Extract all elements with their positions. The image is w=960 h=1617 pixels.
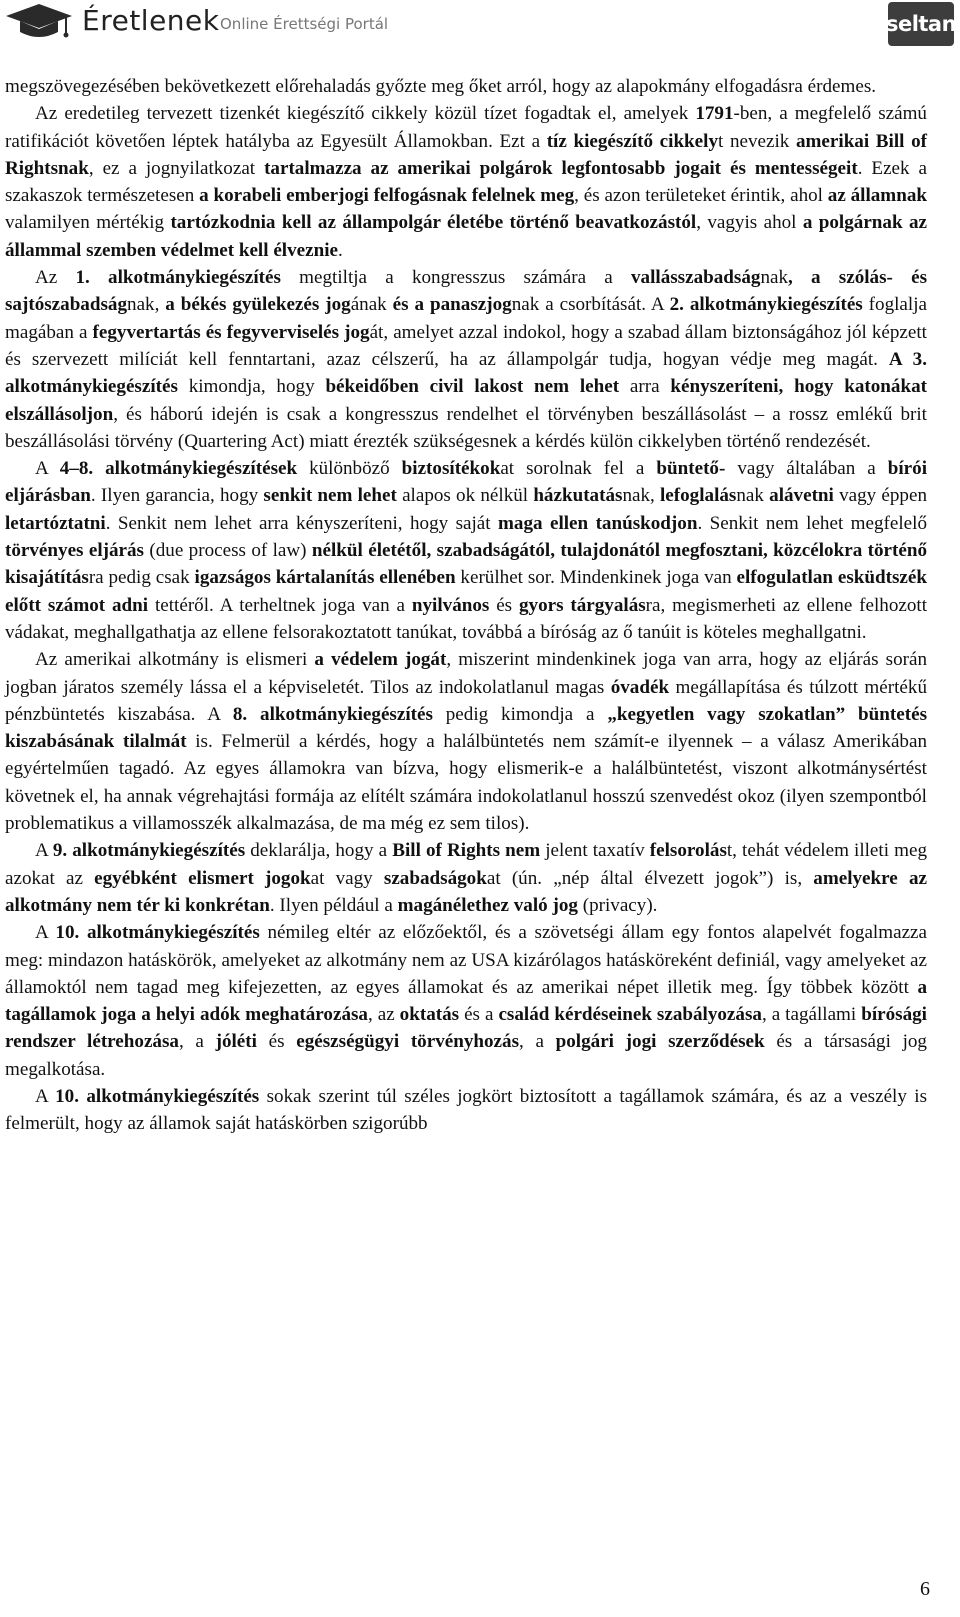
paragraph xyxy=(5,919,927,1083)
bold-text: a védelem jogát xyxy=(314,649,447,671)
site-logo-tagline: Online Érettségi Portál xyxy=(220,15,389,33)
text-run: , vagyis ahol xyxy=(696,212,803,234)
bold-text: fegyvertartás és fegyverviselés jog xyxy=(92,321,370,343)
text-run: ra, megismerheti az ellene felhozott vádakat, meghallgathatja az ellene felsorakoztatott tanúkat, továbbá a bíróság az ő tanúit is köteles meghallgatni. xyxy=(5,594,928,643)
text-run: at sorolnak fel a xyxy=(500,458,657,480)
bold-text: „kegyetlen vagy szokatlan” büntetés kiszabásának tilalmát xyxy=(5,703,927,753)
bold-text: a békés gyülekezés jog xyxy=(165,294,351,316)
bold-text: A 3. alkotmánykiegészítés xyxy=(5,348,927,398)
text-run: A xyxy=(35,1085,56,1107)
text-run: Az amerikai alkotmány is elismeri xyxy=(35,649,315,671)
text-run: nak, xyxy=(622,485,660,507)
text-run: Az xyxy=(35,267,76,289)
bold-text: alávetni xyxy=(769,485,834,507)
text-run: ra pedig csak xyxy=(88,567,195,589)
bold-text: lefoglalás xyxy=(660,485,737,507)
bold-text: törvényes eljárás xyxy=(5,540,144,562)
bold-text: felsorolás xyxy=(649,840,727,862)
text-run: , az xyxy=(367,1004,400,1026)
paragraph xyxy=(5,837,927,919)
text-run: . Ilyen garancia, hogy xyxy=(90,485,264,507)
text-run: A xyxy=(35,922,56,944)
text-run: megtiltja a kongresszus számára a xyxy=(280,267,631,289)
bold-text: az államnak xyxy=(827,185,928,207)
text-run: , és háború idején is csak a kongresszus rendelhet el törvényben beszállásolást – a rossz emlékű brit beszállásolási törvény (Quartering Act) miatt érezték szükségesnek a kérdés külön cikkelyben történő rendezését. xyxy=(5,403,927,452)
bold-text: 10. alkotmánykiegészítés xyxy=(55,1085,260,1107)
text-run: . Senkit nem lehet arra kényszeríteni, hogy saját xyxy=(105,512,499,534)
bold-text: óvadék xyxy=(610,676,670,698)
text-run: nak xyxy=(736,485,770,507)
bold-text: senkit nem lehet xyxy=(263,485,397,507)
bold-text: egészségügyi törvényhozás xyxy=(296,1031,519,1053)
text-run: Az eredetileg tervezett tizenkét kiegészítő cikkely közül tízet fogadtak el, amelyek xyxy=(35,103,696,125)
text-run: át, amelyet azzal indokol, hogy a szabad állam biztonságához jól képzett és szervezett milíciát kell fenntartani, azaz célszerű, ha az állampolgár tudja, hogyan védje meg magát. xyxy=(5,321,927,370)
text-run: A xyxy=(35,458,60,480)
text-run: , a xyxy=(519,1031,556,1053)
bold-text: házkutatás xyxy=(533,485,623,507)
text-run: deklarálja, hogy a xyxy=(245,840,393,862)
bold-text: oktatás xyxy=(399,1004,460,1026)
partner-logo: seltan xyxy=(888,2,954,46)
text-run: ának xyxy=(350,294,393,316)
text-run: (due process of law) xyxy=(144,540,312,562)
paragraph xyxy=(5,264,927,455)
text-run: különböző xyxy=(297,458,402,480)
text-run: sokak szerint túl széles jogkört biztosított a tagállamok számára, és az a veszély is felmerült, hogy az államok saját hatáskörben szigorúbb xyxy=(5,1085,928,1135)
bold-text: szabadságok xyxy=(383,867,487,889)
bold-text: a korabeli emberjogi felfogásnak felelnek meg xyxy=(199,185,575,207)
text-run: . Ezek a szakaszok természetesen xyxy=(5,157,927,207)
bold-text: tíz kiegészítő cikkely xyxy=(546,130,719,152)
paragraph xyxy=(5,1083,927,1138)
document-body xyxy=(5,73,927,1138)
bold-text: a tagállamok joga a helyi adók meghatározása xyxy=(5,976,927,1026)
bold-text: 2. alkotmánykiegészítés xyxy=(669,294,863,316)
text-run: megállapítása és túlzott mértékű pénzbüntetés kiszabása. A xyxy=(5,676,927,725)
text-run: (privacy). xyxy=(577,894,658,916)
text-run: is. Felmerül a kérdés, hogy a halálbüntetés nem számít-e ilyennek – a válasz Amerikában egyértelműen tagadó. Az egyes államokra van bízva, hogy elismerik-e a halálbüntetést, viszont alkotmánysértést követnek el, ha annak végrehajtási formája az elítélt számára indokolatlanul hosszú szenvedést okoz (ilyen szempontból problematikus a villamosszék alkalmazása, de ma még ez sem tilos). xyxy=(5,731,927,835)
bold-text: jóléti xyxy=(215,1031,257,1053)
bold-text: 10. alkotmánykiegészítés xyxy=(55,922,260,944)
page-number: 6 xyxy=(920,1578,930,1600)
text-run: kerülhet sor. Mindenkinek joga van xyxy=(455,567,737,589)
bold-text: 8. alkotmánykiegészítés xyxy=(232,703,433,725)
bold-text: Bill of Rights nem xyxy=(392,840,541,862)
bold-text: amelyekre az alkotmány nem tér ki konkrétan xyxy=(5,867,927,916)
bold-text: 1791 xyxy=(695,103,734,125)
text-run: nak xyxy=(760,267,789,289)
text-run: , és azon területeket érintik, ahol xyxy=(574,185,828,207)
bold-text: , a szólás- és sajtószabadság xyxy=(5,267,928,316)
text-run: nak a csorbítását. A xyxy=(511,294,670,316)
graduation-cap-icon xyxy=(4,2,74,42)
bold-text: polgári jogi szerződések xyxy=(555,1031,765,1053)
bold-text: 1. alkotmánykiegészítés xyxy=(75,267,281,289)
page-header xyxy=(0,0,960,52)
text-run: , miszerint mindenkinek joga van arra, hogy az eljárás során jogban járatos személy lássa el a képviseletét. Tilos az indokolatlanul magas xyxy=(5,649,927,698)
paragraph xyxy=(5,455,927,646)
text-run: némileg eltér az előzőektől, és a szövetségi állam egy fontos alapelvét fogalmazza meg: mindazon hatáskörök, amelyeket az alkotmány nem az USA kizárólagos hatásköreként definiál, vagy amelyeket az államoktól nem tagad meg kifejezetten, az egyes államokat és az amerikai népet illetik meg. Így többek között xyxy=(5,922,927,998)
bold-text: tartalmazza az amerikai polgárok legfontosabb jogait és mentességeit xyxy=(264,157,858,179)
text-run: , a xyxy=(178,1031,216,1053)
text-run: valamilyen mértékig xyxy=(5,212,171,234)
text-run: . Senkit nem lehet megfelelő xyxy=(697,512,927,534)
bold-text: a polgárnak az állammal szemben védelmet kell élveznie xyxy=(5,212,927,261)
text-run: at vagy xyxy=(310,867,384,889)
text-run: t nevezik xyxy=(718,130,796,152)
text-run: nak, xyxy=(127,294,166,316)
paragraph xyxy=(5,73,927,100)
text-run: , a tagállami xyxy=(761,1004,862,1026)
text-run: t, tehát védelem illeti meg azokat az xyxy=(5,840,927,889)
text-run: . Ilyen például a xyxy=(269,894,398,916)
bold-text: igazságos kártalanítás ellenében xyxy=(194,567,456,589)
bold-text: magánélethez való jog xyxy=(397,894,578,916)
text-run: vagy általában a xyxy=(725,458,888,480)
text-run: kimondja, hogy xyxy=(177,376,326,398)
text-run: vagy éppen xyxy=(833,485,927,507)
text-run: at (ún. „nép által élvezett jogok”) is, xyxy=(486,867,814,889)
bold-text: biztosítékok xyxy=(401,458,501,480)
text-run: és a xyxy=(459,1004,499,1026)
bold-text: amerikai Bill of Rightsnak xyxy=(5,130,927,179)
text-run: foglalja magában a xyxy=(5,294,927,343)
text-run: megszövegezésében bekövetkezett előrehaladás győzte meg őket arról, hogy az alapokmány elfogadásra érdemes. xyxy=(5,76,877,97)
text-run: , ez a jognyilatkozat xyxy=(88,157,265,179)
bold-text: 4–8. alkotmánykiegészítések xyxy=(59,458,298,480)
bold-text: békeidőben civil lakost nem lehet xyxy=(325,376,620,398)
bold-text: nyilvános xyxy=(411,594,490,616)
text-run: A xyxy=(35,840,53,862)
bold-text: büntető- xyxy=(656,458,726,480)
bold-text: nélkül életétől, szabadságától, tulajdonától megfosztani, közcélokra történő kisajátítás xyxy=(5,540,927,589)
text-run: tettéről. A terheltnek joga van a xyxy=(148,594,412,616)
text-run: és xyxy=(256,1031,297,1053)
text-run: pedig kimondja a xyxy=(432,703,608,725)
site-logo-title: Éretlenek xyxy=(82,4,220,37)
bold-text: és a panaszjog xyxy=(392,294,512,316)
bold-text: gyors tárgyalás xyxy=(518,594,646,616)
text-run: alapos ok nélkül xyxy=(396,485,534,507)
text-run: arra xyxy=(619,376,671,398)
bold-text: tartózkodnia kell az állampolgár életébe történő beavatkozástól xyxy=(170,212,697,234)
bold-text: elfogulatlan esküdtszék előtt számot adni xyxy=(5,567,927,616)
bold-text: egyébként elismert jogok xyxy=(94,867,311,889)
text-run: jelent taxatív xyxy=(540,840,650,862)
bold-text: család kérdéseinek szabályozása xyxy=(498,1004,762,1026)
bold-text: kényszeríteni, hogy katonákat elszállásoljon xyxy=(5,376,927,425)
text-run: és xyxy=(489,594,519,616)
bold-text: letartóztatni xyxy=(5,512,106,534)
text-run: -ben, a megfelelő számú ratifikációt követően léptek hatályba az Egyesült Államokban. Ezt a xyxy=(5,103,927,152)
bold-text: 9. alkotmánykiegészítés xyxy=(52,840,246,862)
paragraph xyxy=(5,646,927,837)
bold-text: maga ellen tanúskodjon xyxy=(498,512,698,534)
bold-text: bírósági rendszer létrehozása xyxy=(5,1004,927,1053)
bold-text: vallásszabadság xyxy=(630,267,761,289)
text-run: . xyxy=(338,239,343,261)
text-run: és a társasági jog megalkotása. xyxy=(5,1031,927,1080)
paragraph xyxy=(5,100,927,264)
bold-text: bírói eljárásban xyxy=(5,458,928,507)
